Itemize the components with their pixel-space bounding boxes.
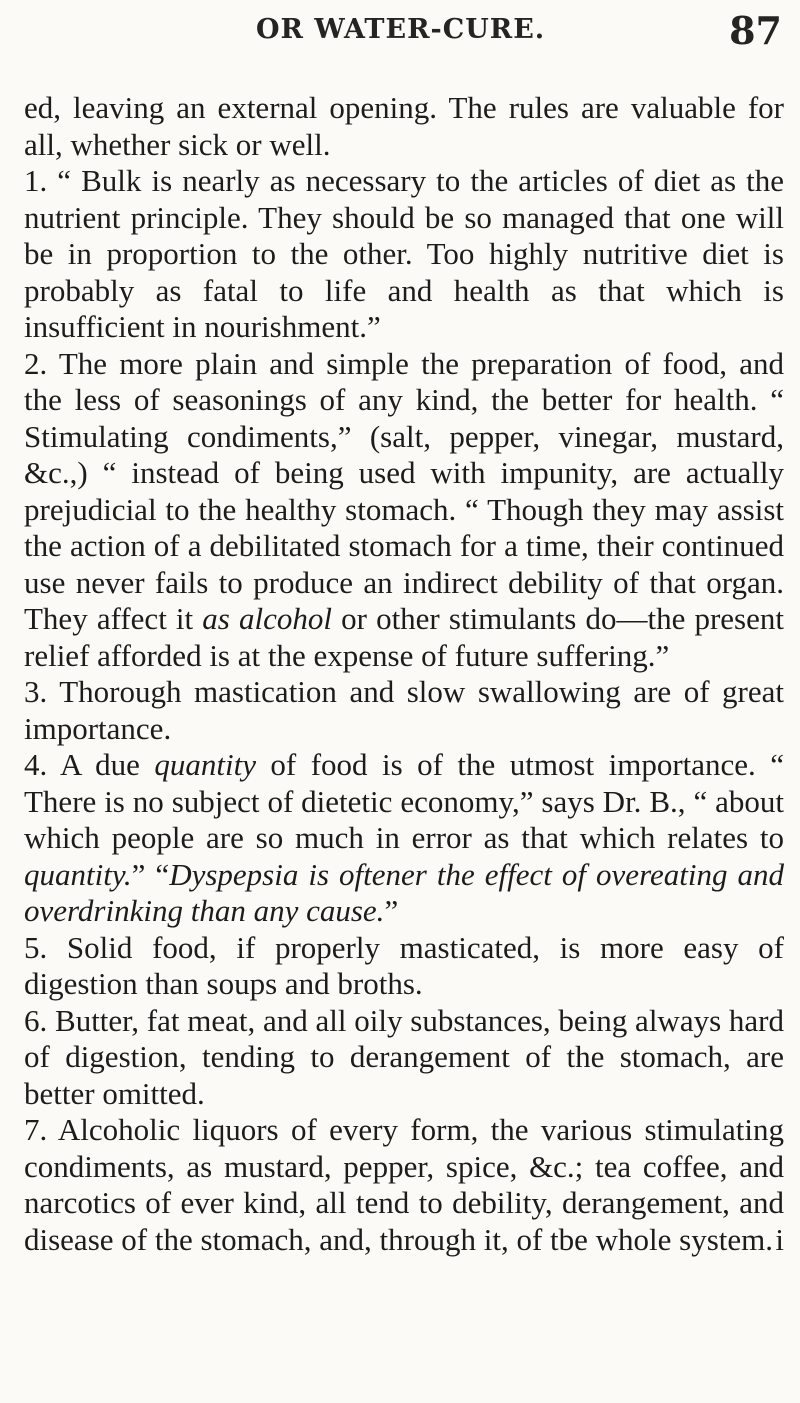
rule-text: Butter, fat meat, and all oily substances, being always hard of digestion, tending to derangement of the stomach, are better omitted.	[24, 1002, 784, 1111]
rule-number: 5.	[24, 929, 48, 965]
rule-text: ”	[384, 893, 399, 928]
rule-number: 6.	[24, 1002, 48, 1038]
rule-item-7	[24, 1112, 784, 1258]
rule-text-italic: Dyspepsia is oftener the effect of overeating and overdrinking than any cause.	[24, 856, 784, 928]
running-title: OR WATER-CURE.	[256, 14, 546, 45]
rule-item-4	[24, 747, 784, 930]
running-head	[0, 6, 800, 56]
rule-number: 4.	[24, 747, 48, 782]
rules-list	[24, 163, 784, 1258]
rule-text: or other stimulants do—the present relief afforded is at the expense of future suffering.”	[24, 601, 784, 673]
rule-text-italic: quantity.	[24, 856, 132, 892]
rule-text: Alcoholic liquors of every form, the various stimulating condiments, as mustard, pepper, spice, &c.; tea coffee, and narcotics of ever kind, all tend to debility, derangement, and disease of the stomach, and, through it, of tbe whole system.	[24, 1112, 784, 1257]
rule-number: 2.	[24, 345, 48, 381]
rule-text: The more plain and simple the preparation of food, and the less of seasonings of any kind, the better for health. “ Stimulating condiments,” (salt, pepper, vinegar, mustard, &c.,) “ instead of being used with impunity, are actually prejudicial to the healthy stomach. “ Though they may assist the action of a debilitated stomach for a time, their continued use never fails to produce an indirect debility of that organ. They affect it	[24, 345, 784, 636]
body-text	[24, 90, 784, 1258]
intro-paragraph: ed, leaving an external opening. The rules are valuable for all, whether sick or well.	[24, 90, 784, 162]
rule-number: 3.	[24, 674, 48, 709]
rule-number: 1.	[24, 163, 48, 198]
signature-mark: i	[775, 1221, 784, 1257]
rule-text: Thorough mastication and slow swallowing are of great importance.	[24, 674, 784, 746]
rule-text-italic: quantity	[154, 747, 256, 782]
rule-item-6	[24, 1003, 784, 1113]
rule-text-italic: as alcohol	[202, 601, 332, 636]
rule-item-2	[24, 346, 784, 675]
rule-text: of food is of the utmost importance. “ There is no subject of dietetic economy,” says Dr. B., “ about which people are so much in error as that which relates to	[24, 747, 784, 855]
rule-number: 7.	[24, 1112, 48, 1147]
rule-text: A due	[47, 747, 155, 782]
rule-item-5	[24, 930, 784, 1003]
rule-text: ” “	[131, 856, 170, 892]
rule-item-1	[24, 163, 784, 346]
page-number: 87	[729, 8, 782, 53]
rule-item-3	[24, 674, 784, 747]
rule-text: “ Bulk is nearly as necessary to the articles of diet as the nutrient principle. They should be so managed that one will be in proportion to the other. Too highly nutritive diet is probably as fatal to life and health as that which is insufficient in nourishment.”	[24, 163, 784, 344]
rule-text: Solid food, if properly masticated, is more easy of digestion than soups and broths.	[24, 929, 784, 1001]
